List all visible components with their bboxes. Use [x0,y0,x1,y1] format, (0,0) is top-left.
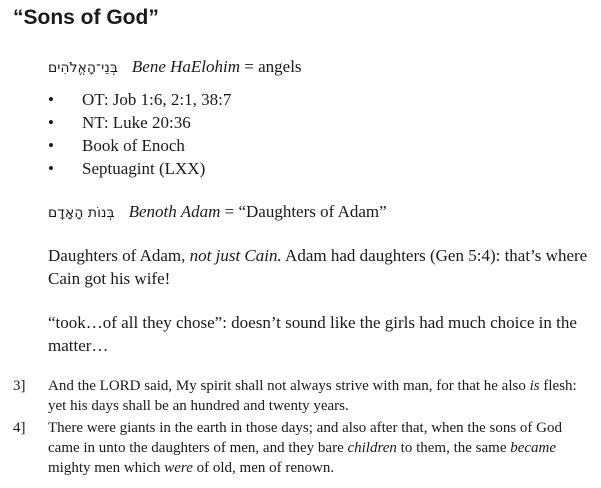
verse-number: 3] [13,378,26,394]
bene-elohim-translit: Bene HaElohim [131,57,241,76]
benoth-adam-translit: Benoth Adam [128,202,221,221]
hebrew-benoth-adam: בְּנוֹת הָאָדָם [48,205,115,221]
list-item: • Septuagint (LXX) [48,159,206,178]
bene-elohim-meaning: = angels [240,57,302,76]
bullet-icon: • [48,159,54,178]
verse-text: And the LORD said, My spirit shall not always strive with man, for that he also is flesh: yet his days shall be an hundred and twenty years. [48,378,577,414]
hebrew-bene-elohim: בְּנֵי־הָאֱלֹהִים [48,60,118,76]
benoth-adam-line [48,202,387,222]
reference-list [48,88,231,180]
verse-number: 4] [13,420,26,436]
bullet-icon: • [48,136,54,155]
list-item: • Book of Enoch [48,136,185,155]
took-paragraph: “took…of all they chose”: doesn’t sound like the girls had much choice in the matter… [48,313,577,355]
verse-text: There were giants in the earth in those days; and also after that, when the sons of God came in unto the daughters of men, and they bare children to them, the same became mighty men which were of old, men of renown. [48,420,563,476]
bullet-icon: • [48,90,54,109]
list-item: • NT: Luke 20:36 [48,113,191,132]
benoth-adam-meaning: = “Daughters of Adam” [220,202,387,221]
verse-4 [13,418,593,478]
list-item: • OT: Job 1:6, 2:1, 38:7 [48,90,232,109]
bene-elohim-line [48,57,302,77]
verse-3 [13,376,593,416]
daughters-paragraph: Daughters of Adam, not just Cain. Adam had daughters (Gen 5:4): that’s where Cain got his wife! [48,246,588,288]
slide-title: “Sons of God” [13,6,159,29]
bullet-icon: • [48,113,54,132]
